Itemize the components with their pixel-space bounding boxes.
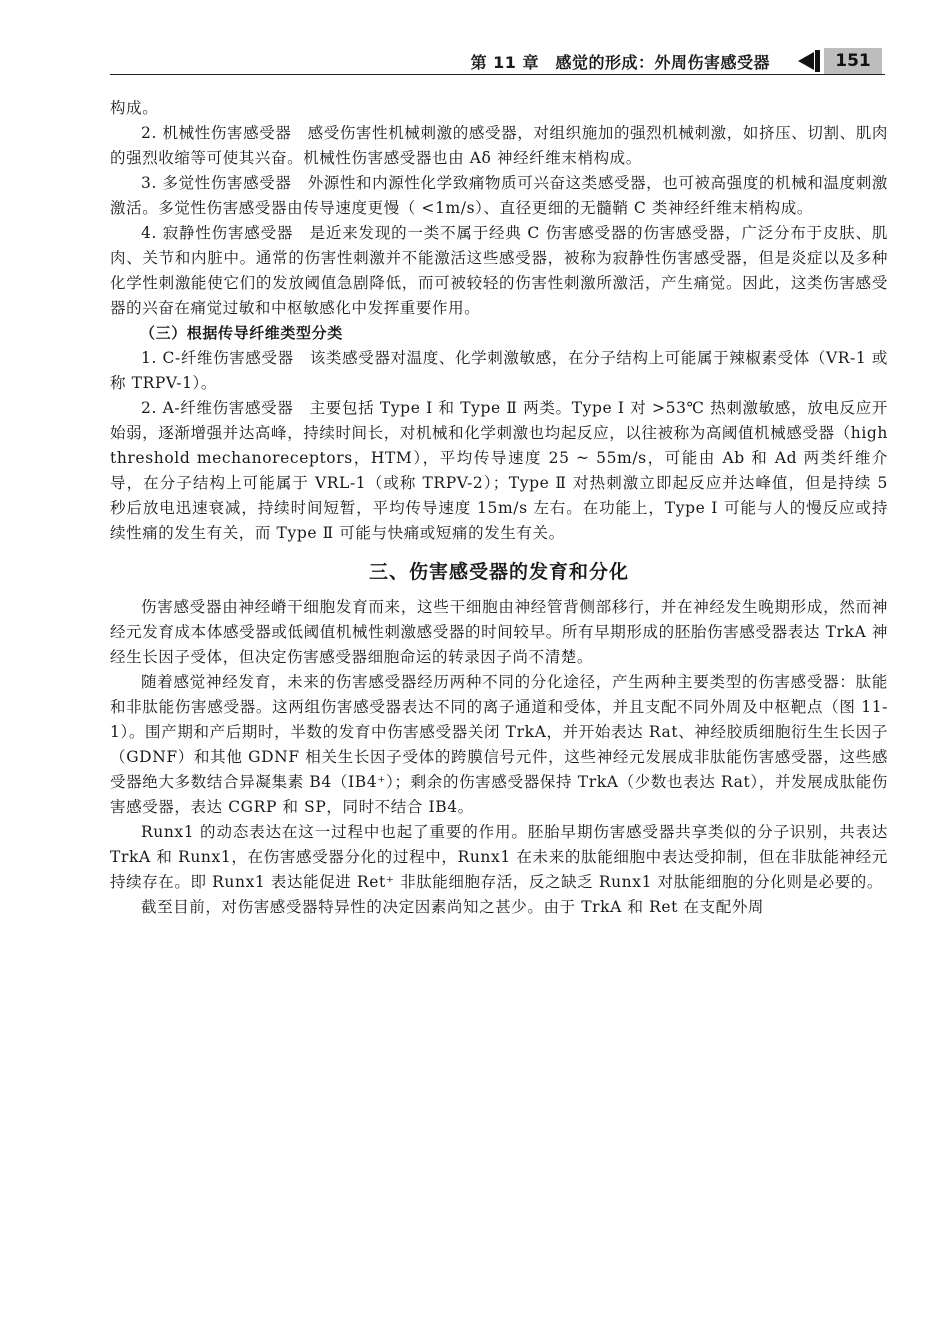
paragraph-text: 是近来发现的一类不属于经典 C 伤害感受器的伤害感受器，广泛分布于皮肤、肌肉、关节和内脏中。通常的伤害性刺激并不能激活这些感受器，被称为寂静性伤害感受器，但是炎症以及多种化学性刺激能使它们的发放阈值急剧降低，而可被较轻的伤害性刺激所激活，产生痛觉。因此，这类伤害感受器的兴奋在痛觉过敏和中枢敏感化中发挥重要作用。 [110,224,888,317]
paragraph-mechanical-nociceptor [110,121,888,171]
paragraph-specificity: 截至目前，对伤害感受器特异性的决定因素尚知之甚少。由于 TrkA 和 Ret 在支配外周 [141,898,765,916]
paragraph-runx1: Runx1 的动态表达在这一过程中也起了重要的作用。胚胎早期伤害感受器共享类似的分子识别，共表达 TrkA 和 Runx1，在伤害感受器分化的过程中，Runx1 在未来的肽能细胞中表达受抑制，但在非肽能神经元持续存在。即 Runx1 表达能促进 Ret⁺ 非肽能细胞存活，反之缺乏 Runx1 对肽能细胞的分化则是必要的。 [110,823,888,891]
page-number: 151 [824,48,882,74]
chapter-title: 第 11 章 感觉的形成：外周伤害感受器 [470,53,770,72]
running-header [110,46,890,76]
term-label: 3. 多觉性伤害感受器 [141,174,292,192]
term-label: 4. 寂静性伤害感受器 [141,224,294,242]
paragraph-silent-nociceptor [110,221,888,321]
paragraph-text: 感受伤害性机械刺激的感受器，对组织施加的强烈机械刺激，如挤压、切割、肌肉的强烈收缩等可使其兴奋。机械性伤害感受器也由 Aδ 神经纤维末梢构成。 [110,124,888,167]
paragraph-a-fiber [110,396,888,546]
paragraph-polymodal-nociceptor [110,171,888,221]
term-label: 2. A-纤维伤害感受器 [141,399,294,417]
section-title: 三、伤害感受器的发育和分化 [368,561,629,583]
paragraph-text: 该类感受器对温度、化学刺激敏感，在分子结构上可能属于辣椒素受体（VR-1 或称 TRPV-1）。 [110,349,888,392]
page-body [110,96,888,920]
paragraph-text: 外源性和内源性化学致痛物质可兴奋这类感受器，也可被高强度的机械和温度刺激激活。多觉性伤害感受器由传导速度更慢（ <1m/s）、直径更细的无髓鞘 C 类神经纤维末梢构成。 [110,174,888,217]
paragraph-text: 主要包括 Type Ⅰ 和 Type Ⅱ 两类。Type Ⅰ 对 >53℃ 热刺激敏感，放电反应开始弱，逐渐增强并达高峰，持续时间长，对机械和化学刺激也均起反应，以往被称为高阈值机械感受器（high threshold mechanoreceptors，HTM），平均传导速度 25 ~ 55m/s，可能由 Ab 和 Ad 两类纤维介导，在分子结构上可能属于 VRL-1（或称 TRPV-2）；Type Ⅱ 对热刺激立即起反应并达峰值，但是持续 5 秒后放电迅速衰减，持续时间短暂，平均传导速度 15m/s 左右。在功能上，Type Ⅰ 可能与人的慢反应或持续性痛的发生有关，而 Type Ⅱ 可能与快痛或短痛的发生有关。 [110,399,888,542]
term-label: 1. C-纤维伤害感受器 [141,349,294,367]
term-label: 2. 机械性伤害感受器 [141,124,292,142]
subheading-fiber-type: （三）根据传导纤维类型分类 [140,324,343,342]
paragraph-development: 伤害感受器由神经嵴干细胞发育而来，这些干细胞由神经管背侧部移行，并在神经发生晚期形成，然而神经元发育成本体感受器或低阈值机械性刺激感受器的时间较早。所有早期形成的胚胎伤害感受器表达 TrkA 神经生长因子受体，但决定伤害感受器细胞命运的转录因子尚不清楚。 [110,598,888,666]
paragraph-continued: 构成。 [110,99,159,117]
paragraph-differentiation: 随着感觉神经发育，未来的伤害感受器经历两种不同的分化途径，产生两种主要类型的伤害感受器：肽能和非肽能伤害感受器。这两组伤害感受器表达不同的离子通道和受体，并且支配不同外周及中枢靶点（图 11-1）。围产期和产后期时，半数的发育中伤害感受器关闭 TrkA，并开始表达 Rat、神经胶质细胞衍生生长因子（GDNF）和其他 GDNF 相关生长因子受体的跨膜信号元件，这些神经元发展成非肽能伤害感受器，这些感受器绝大多数结合异凝集素 B4（IB4⁺）；剩余的伤害感受器保持 TrkA（少数也表达 Rat），并发展成肽能伤害感受器，表达 CGRP 和 SP，同时不结合 IB4。 [110,673,888,816]
paragraph-c-fiber [110,346,888,396]
header-rule [110,74,885,75]
arrow-left-icon [798,52,814,70]
header-divider-bar [815,50,820,72]
